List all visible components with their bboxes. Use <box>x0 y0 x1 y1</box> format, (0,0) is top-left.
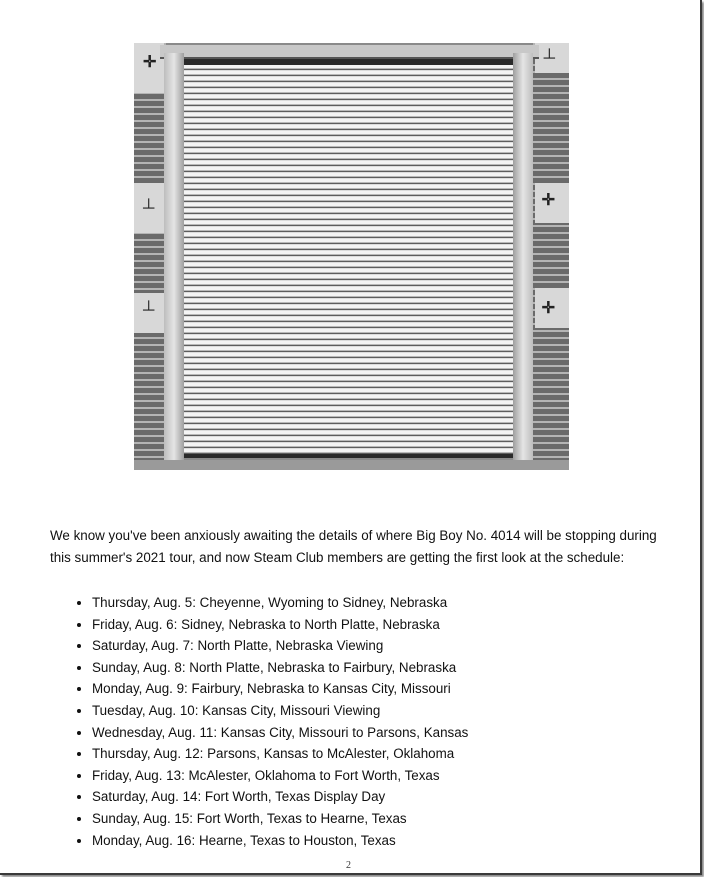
page-number: 2 <box>346 860 351 871</box>
wall-anchor-icon: ✛ <box>541 300 555 317</box>
wall-anchor-icon: ✛ <box>143 54 157 71</box>
schedule-item: • Monday, Aug. 16: Hearne, Texas to Houston, Texas <box>92 830 468 852</box>
schedule-item: • Sunday, Aug. 8: North Platte, Nebraska to Fairbury, Nebraska <box>92 657 468 679</box>
door-sill <box>134 460 569 470</box>
roll-up-door-photo <box>134 43 569 470</box>
schedule-item: • Tuesday, Aug. 10: Kansas City, Missouri Viewing <box>92 700 468 722</box>
schedule-item: • Wednesday, Aug. 11: Kansas City, Missouri to Parsons, Kansas <box>92 722 468 744</box>
schedule-item: • Thursday, Aug. 5: Cheyenne, Wyoming to Sidney, Nebraska <box>92 592 468 614</box>
schedule-list <box>52 592 468 851</box>
intro-paragraph: We know you've been anxiously awaiting the details of where Big Boy No. 4014 will be stopping during this summer's 2021 tour, and now Steam Club members are getting the first look at the schedule: <box>50 528 657 565</box>
door-header <box>160 45 539 59</box>
schedule-item: • Monday, Aug. 9: Fairbury, Nebraska to Kansas City, Missouri <box>92 678 468 700</box>
schedule-item: • Thursday, Aug. 12: Parsons, Kansas to McAlester, Oklahoma <box>92 743 468 765</box>
schedule-item: • Friday, Aug. 13: McAlester, Oklahoma to Fort Worth, Texas <box>92 765 468 787</box>
brick-wall-right <box>533 43 569 470</box>
wall-anchor-icon: ✛ <box>541 192 555 209</box>
schedule-item: • Saturday, Aug. 7: North Platte, Nebraska Viewing <box>92 635 468 657</box>
roll-up-door <box>184 59 513 458</box>
schedule-item: • Friday, Aug. 6: Sidney, Nebraska to North Platte, Nebraska <box>92 614 468 636</box>
wall-anchor-icon: ┴ <box>543 50 555 67</box>
wall-anchor-icon: ┴ <box>143 200 155 217</box>
door-jamb-right <box>513 53 533 466</box>
brick-wall-left <box>134 43 166 470</box>
schedule-item: • Saturday, Aug. 14: Fort Worth, Texas Display Day <box>92 786 468 808</box>
door-jamb-left <box>164 53 184 466</box>
wall-anchor-icon: ┴ <box>143 302 155 319</box>
schedule-item: • Sunday, Aug. 15: Fort Worth, Texas to Hearne, Texas <box>92 808 468 830</box>
